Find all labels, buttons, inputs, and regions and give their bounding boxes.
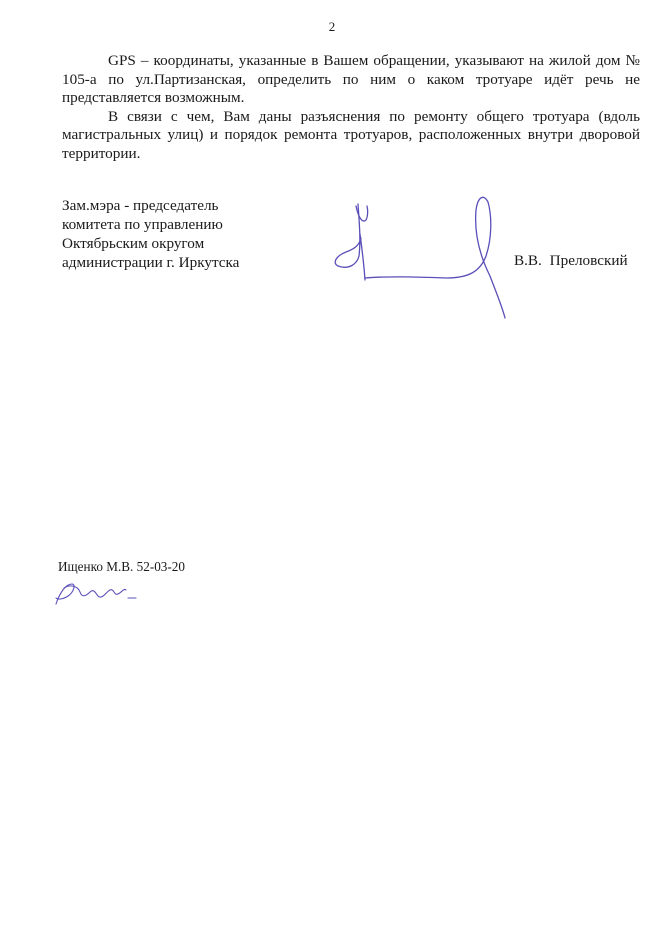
executor-initials-signature: [50, 578, 140, 610]
handwritten-signature: [328, 194, 518, 324]
signatory-name: В.В. Преловский: [514, 252, 628, 269]
paragraph-gps: GPS – координаты, указанные в Вашем обращении, указывают на жилой дом № 105-а по ул.Партизанская, определить по ним о каком тротуаре идёт речь не представляется возможным.: [62, 52, 640, 106]
paragraph-explanation: В связи с чем, Вам даны разъяснения по ремонту общего тротуара (вдоль магистральных улиц) и порядок ремонта тротуаров, расположенных внутри дворовой территории.: [62, 107, 640, 162]
signatory-title-line: Октябрьским округом: [62, 235, 205, 252]
page-number: 2: [328, 19, 336, 34]
signatory-title-line: комитета по управлению: [62, 216, 223, 233]
signatory-title-line: Зам.мэра - председатель: [62, 197, 219, 214]
signatory-title-line: администрации г. Иркутска: [62, 254, 240, 271]
signatory-title: [62, 196, 292, 272]
executor-contact: Ищенко М.В. 52-03-20: [58, 559, 185, 574]
letter-body: [62, 52, 640, 163]
